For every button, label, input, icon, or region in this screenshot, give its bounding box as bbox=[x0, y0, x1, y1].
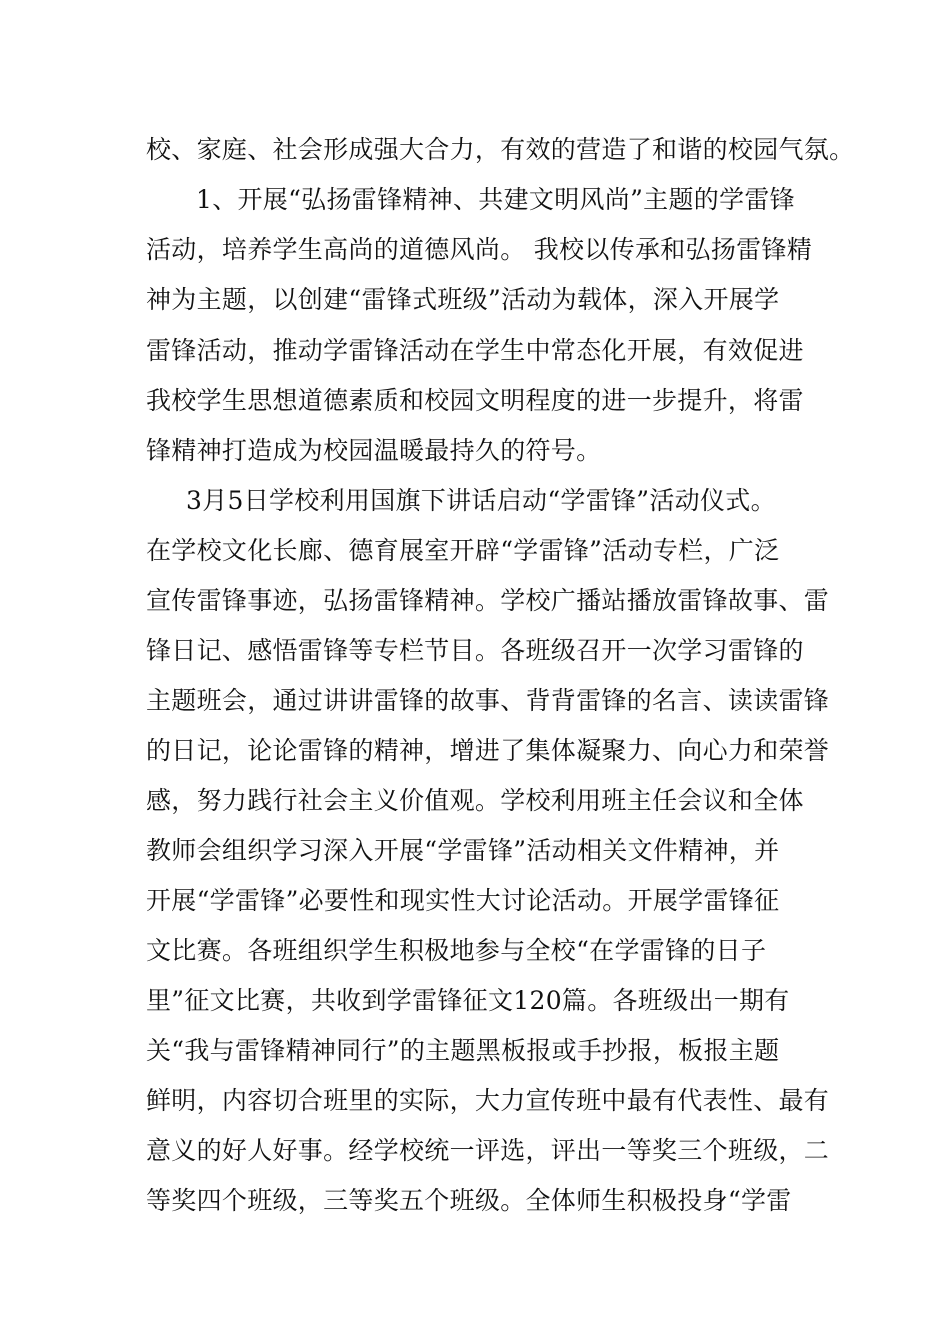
text-line: 校、家庭、社会形成强大合力，有效的营造了和谐的校园气氛。 bbox=[146, 135, 855, 164]
text-line: 开展“学雷锋”必要性和现实性大讨论活动。开展学雷锋征 bbox=[146, 886, 780, 915]
text-line: 感，努力践行社会主义价值观。学校利用班主任会议和全体 bbox=[146, 786, 804, 815]
text-line: 的日记，论论雷锋的精神，增进了集体凝聚力、向心力和荣誉 bbox=[146, 736, 830, 765]
text-line: 3月5日学校利用国旗下讲话启动“学雷锋”活动仪式。 bbox=[186, 486, 776, 515]
text-line: 1、开展“弘扬雷锋精神、共建文明风尚”主题的学雷锋 bbox=[196, 185, 795, 214]
text-line: 教师会组织学习深入开展“学雷锋”活动相关文件精神，并 bbox=[146, 836, 780, 865]
text-line: 活动，培养学生高尚的道德风尚。 我校以传承和弘扬雷锋精 bbox=[146, 235, 813, 264]
text-line: 关“我与雷锋精神同行”的主题黑板报或手抄报，板报主题 bbox=[146, 1036, 780, 1065]
text-line: 在学校文化长廊、德育展室开辟“学雷锋”活动专栏，广泛 bbox=[146, 536, 780, 565]
text-line: 锋精神打造成为校园温暖最持久的符号。 bbox=[146, 436, 602, 465]
text-line: 主题班会，通过讲讲雷锋的故事、背背雷锋的名言、读读雷锋 bbox=[146, 686, 830, 715]
text-line: 等奖四个班级，三等奖五个班级。全体师生积极投身“学雷 bbox=[146, 1186, 792, 1215]
text-line: 鲜明，内容切合班里的实际，大力宣传班中最有代表性、最有 bbox=[146, 1086, 830, 1115]
text-line: 神为主题，以创建“雷锋式班级”活动为载体，深入开展学 bbox=[146, 285, 780, 314]
text-line: 宣传雷锋事迹，弘扬雷锋精神。学校广播站播放雷锋故事、雷 bbox=[146, 586, 830, 615]
text-line: 锋日记、感悟雷锋等专栏节目。各班级召开一次学习雷锋的 bbox=[146, 636, 804, 665]
text-line: 里”征文比赛，共收到学雷锋征文120篇。各班级出一期有 bbox=[146, 986, 790, 1015]
text-line: 我校学生思想道德素质和校园文明程度的进一步提升，将雷 bbox=[146, 386, 804, 415]
text-line: 意义的好人好事。经学校统一评选，评出一等奖三个班级，二 bbox=[146, 1136, 830, 1165]
text-line: 雷锋活动，推动学雷锋活动在学生中常态化开展，有效促进 bbox=[146, 336, 804, 365]
text-line: 文比赛。各班组织学生积极地参与全校“在学雷锋的日子 bbox=[146, 936, 767, 965]
